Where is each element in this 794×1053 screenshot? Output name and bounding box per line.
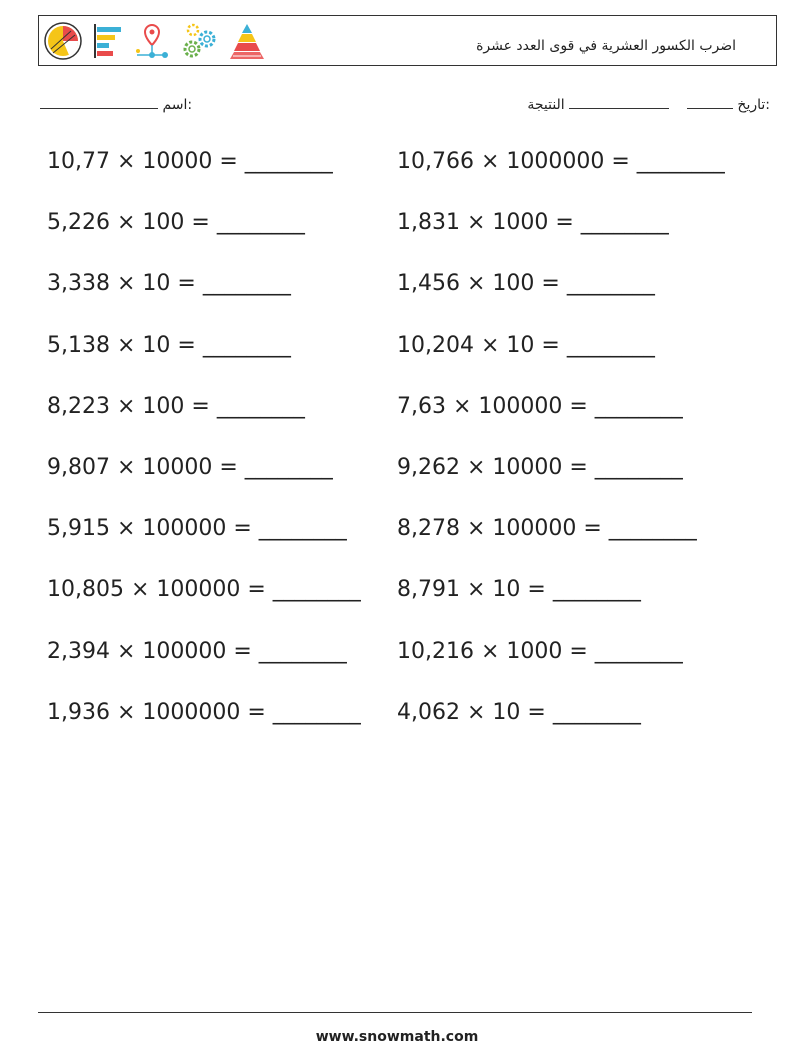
date-blank[interactable] <box>687 94 733 109</box>
name-blank[interactable] <box>40 94 158 109</box>
pyramid-icon <box>227 21 267 61</box>
problem-item: 5,226 × 100 = ________ <box>47 210 305 236</box>
problem-item: 10,216 × 1000 = ________ <box>397 638 683 664</box>
problem-item: 8,223 × 100 = ________ <box>47 393 305 419</box>
problem-item: 1,456 × 100 = ________ <box>397 271 655 297</box>
problem-item: 3,338 × 10 = ________ <box>47 271 291 297</box>
footer-divider <box>38 1012 752 1013</box>
score-blank[interactable] <box>569 94 669 109</box>
problem-item: 10,766 × 1000000 = ________ <box>397 149 725 174</box>
problem-item: 4,062 × 10 = ________ <box>397 699 641 725</box>
problem-item: 10,805 × 100000 = ________ <box>47 577 361 603</box>
problem-item: 1,936 × 1000000 = ________ <box>47 699 361 725</box>
location-pin-icon <box>133 21 171 61</box>
problem-item: 5,915 × 100000 = ________ <box>47 516 347 542</box>
problem-item: 9,262 × 10000 = ________ <box>397 454 683 480</box>
problem-item: 9,807 × 10000 = ________ <box>47 454 333 480</box>
problem-item: 7,63 × 100000 = ________ <box>397 393 683 419</box>
pie-chart-icon <box>43 21 83 61</box>
worksheet-title: اضرب الكسور العشرية في قوى العدد عشرة <box>476 38 736 54</box>
name-label: :اسم <box>162 97 193 113</box>
footer-site-link[interactable]: www.snowmath.com <box>315 1029 479 1045</box>
problem-item: 10,204 × 10 = ________ <box>397 332 655 358</box>
problem-item: 5,138 × 10 = ________ <box>47 332 291 358</box>
score-label: النتيجة <box>527 97 565 113</box>
worksheet-header <box>38 15 777 66</box>
problem-grid <box>47 145 747 757</box>
gears-icon <box>179 21 219 61</box>
problem-item: 2,394 × 100000 = ________ <box>47 638 347 664</box>
problem-item: 8,791 × 10 = ________ <box>397 577 641 603</box>
header-icons <box>43 20 267 62</box>
date-label: :تاريخ <box>737 97 770 113</box>
problem-item: 1,831 × 1000 = ________ <box>397 210 669 236</box>
date-score-field <box>527 94 770 113</box>
name-field <box>40 94 192 113</box>
problem-item: 10,77 × 10000 = ________ <box>47 149 333 174</box>
problem-item: 8,278 × 100000 = ________ <box>397 516 697 542</box>
bar-chart-icon <box>91 21 125 61</box>
